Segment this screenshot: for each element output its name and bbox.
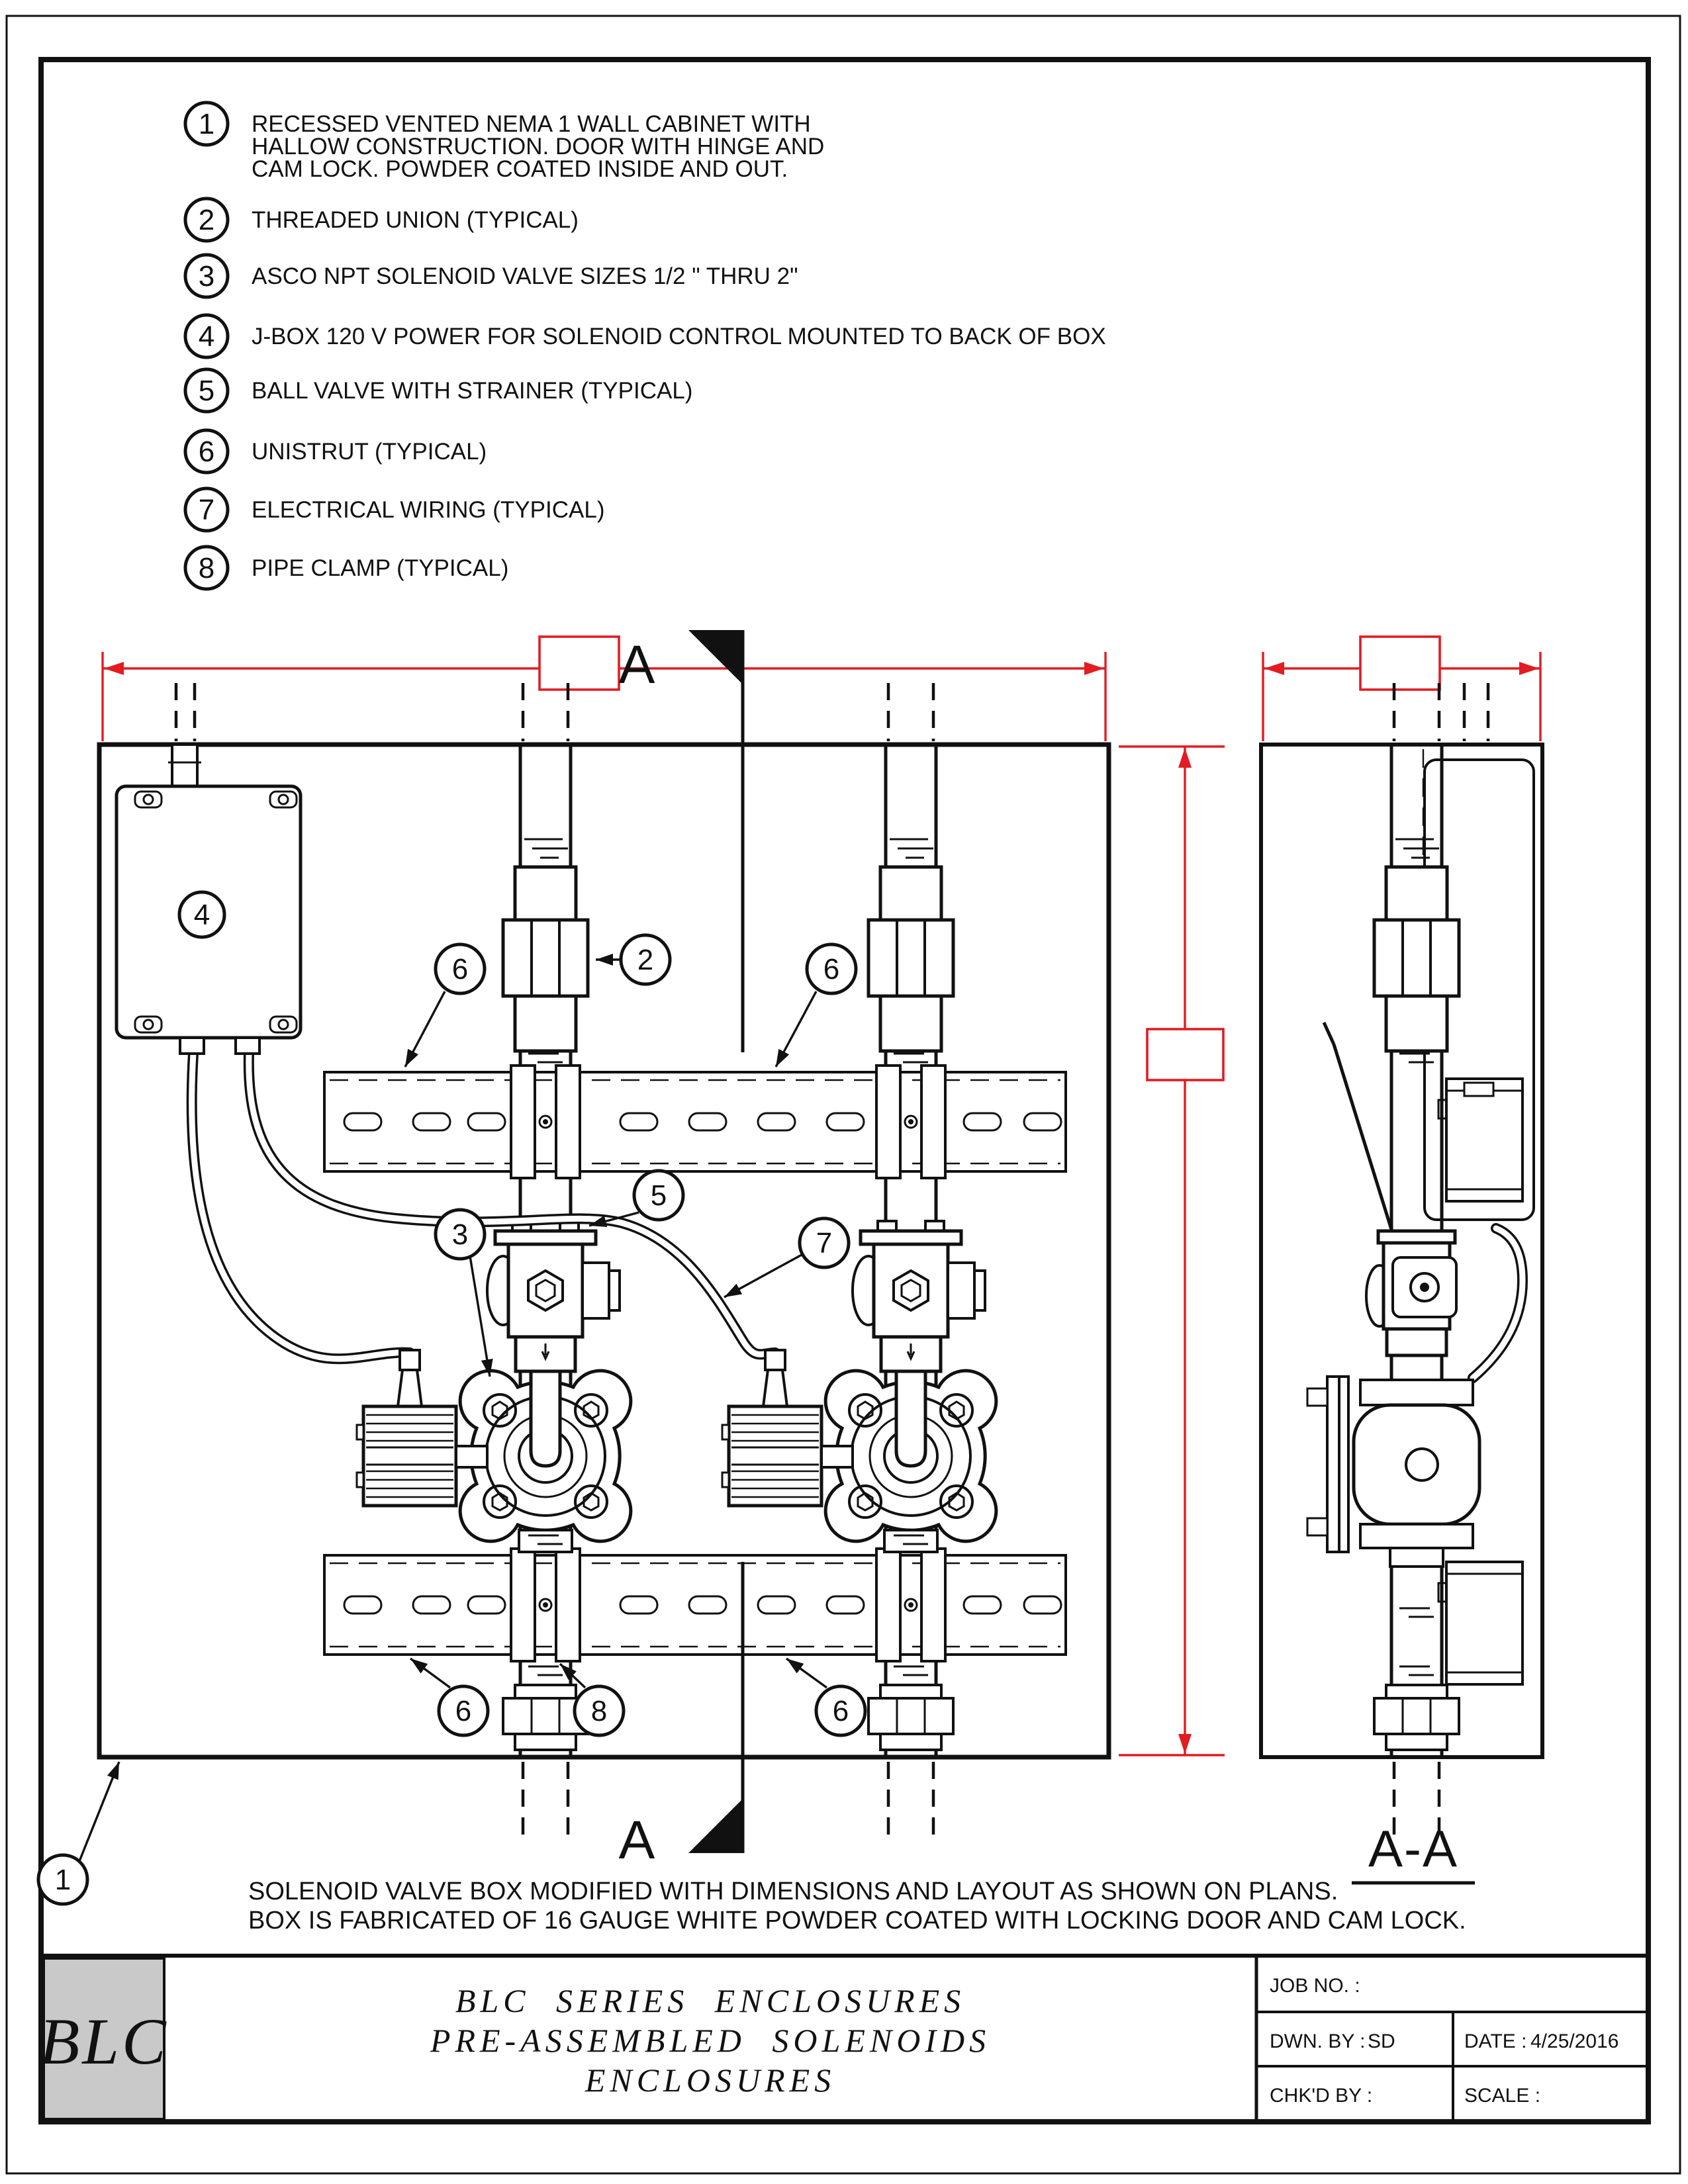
callout-6-lower-left bbox=[439, 1686, 488, 1735]
unistrut-side-lower bbox=[1438, 1562, 1523, 1684]
dimension-lines-side bbox=[1263, 637, 1540, 741]
note-item-3 bbox=[185, 255, 798, 297]
dimension-value-box bbox=[1147, 1029, 1223, 1080]
note-number: 8 bbox=[198, 552, 215, 584]
pipe-stubs-top-side bbox=[1394, 683, 1488, 741]
dimension-value-box bbox=[1360, 637, 1440, 690]
unistrut-rail-lower bbox=[324, 1555, 1066, 1655]
callout-6-upper-right bbox=[807, 944, 856, 993]
note-text: J-BOX 120 V POWER FOR SOLENOID CONTROL MOUNTED TO BACK OF BOX bbox=[252, 324, 1106, 349]
dimension-value-box bbox=[539, 637, 619, 690]
callout-number: 6 bbox=[455, 1695, 472, 1727]
footer-note-line2: BOX IS FABRICATED OF 16 GAUGE WHITE POWDER COATED WITH LOCKING DOOR AND CAM LOCK. bbox=[248, 1907, 1466, 1934]
callout-number: 2 bbox=[637, 944, 654, 976]
note-text: THREADED UNION (TYPICAL) bbox=[252, 207, 579, 233]
ball-valve bbox=[853, 1221, 985, 1371]
note-item-8 bbox=[185, 547, 508, 589]
valve-stem bbox=[896, 1371, 925, 1466]
note-number: 1 bbox=[198, 108, 215, 140]
pipe-stubs-top bbox=[523, 683, 933, 741]
callout-number: 7 bbox=[816, 1227, 833, 1259]
company-logo: BLC bbox=[39, 2005, 169, 2078]
notes-list bbox=[185, 103, 1106, 589]
section-letter-top: A bbox=[618, 635, 655, 695]
date-value: 4/25/2016 bbox=[1530, 2030, 1619, 2052]
section-view-aa bbox=[1261, 637, 1542, 1883]
note-item-1 bbox=[185, 103, 824, 182]
note-text: HALLOW CONSTRUCTION. DOOR WITH HINGE AND bbox=[252, 134, 825, 159]
note-item-7 bbox=[185, 488, 605, 531]
note-number: 5 bbox=[198, 375, 215, 407]
note-number: 7 bbox=[198, 494, 215, 526]
callout-6-upper-left bbox=[436, 944, 485, 993]
note-text: UNISTRUT (TYPICAL) bbox=[252, 439, 487, 465]
solenoid-coil bbox=[357, 1350, 487, 1506]
threaded-union bbox=[503, 867, 588, 1051]
flange-outlet-fitting bbox=[884, 1530, 937, 1552]
section-view-label: A-A bbox=[1368, 1819, 1459, 1878]
callout-3 bbox=[436, 1210, 485, 1259]
note-item-5 bbox=[185, 369, 692, 412]
callout-number: 4 bbox=[193, 899, 211, 931]
section-view-title bbox=[1352, 1819, 1475, 1883]
threaded-union-side bbox=[1374, 867, 1459, 1051]
note-text: RECESSED VENTED NEMA 1 WALL CABINET WITH bbox=[252, 111, 811, 137]
threaded-union-lower bbox=[868, 1685, 953, 1750]
note-number: 2 bbox=[198, 204, 215, 236]
callout-6-lower-right bbox=[816, 1686, 865, 1735]
threaded-union-lower-side bbox=[1374, 1685, 1459, 1750]
dwn-by-label: DWN. BY : bbox=[1270, 2030, 1366, 2052]
valve-stem bbox=[531, 1371, 560, 1466]
threaded-union bbox=[868, 867, 953, 1051]
note-item-6 bbox=[185, 430, 487, 473]
unistrut-side-upper bbox=[1438, 1079, 1523, 1201]
note-text: BALL VALVE WITH STRAINER (TYPICAL) bbox=[252, 378, 693, 404]
callout-4 bbox=[179, 892, 224, 937]
callout-5 bbox=[634, 1171, 683, 1220]
note-number: 4 bbox=[198, 320, 215, 353]
callout-8 bbox=[575, 1686, 624, 1735]
note-item-2 bbox=[185, 199, 579, 241]
callout-2 bbox=[621, 935, 670, 984]
title-block bbox=[39, 1956, 1648, 2122]
callout-number: 6 bbox=[823, 953, 840, 985]
scale-label: SCALE : bbox=[1464, 2085, 1541, 2107]
note-number: 6 bbox=[198, 435, 215, 468]
section-letter-bottom: A bbox=[618, 1810, 655, 1870]
date-label: DATE : bbox=[1464, 2030, 1527, 2052]
callout-number: 8 bbox=[590, 1695, 608, 1727]
solenoid-coil bbox=[722, 1350, 853, 1506]
callout-7 bbox=[800, 1218, 849, 1267]
ball-valve bbox=[487, 1221, 620, 1371]
note-text: ELECTRICAL WIRING (TYPICAL) bbox=[252, 497, 605, 523]
drawing-title-line3: ENCLOSURES bbox=[585, 2062, 836, 2099]
footer-notes bbox=[248, 1878, 1466, 1934]
callout-number: 5 bbox=[650, 1179, 667, 1212]
note-text: CAM LOCK. POWDER COATED INSIDE AND OUT. bbox=[252, 156, 788, 182]
drawing-title-line2: PRE-ASSEMBLED SOLENOIDS bbox=[430, 2022, 991, 2059]
dwn-by-value: SD bbox=[1368, 2030, 1395, 2052]
section-marker-top bbox=[619, 630, 743, 1052]
note-text: ASCO NPT SOLENOID VALVE SIZES 1/2 " THRU 2" bbox=[252, 263, 798, 289]
note-item-4 bbox=[185, 315, 1106, 357]
callout-1 bbox=[38, 1855, 87, 1904]
unistrut-rail-upper bbox=[324, 1072, 1066, 1171]
chkd-by-label: CHK'D BY : bbox=[1270, 2085, 1373, 2107]
callout-number: 1 bbox=[54, 1864, 71, 1896]
front-view bbox=[38, 630, 1225, 1904]
callout-number: 3 bbox=[451, 1218, 469, 1251]
callout-number: 6 bbox=[832, 1695, 849, 1727]
footer-note-line1: SOLENOID VALVE BOX MODIFIED WITH DIMENSIONS AND LAYOUT AS SHOWN ON PLANS. bbox=[248, 1878, 1338, 1905]
job-no-label: JOB NO. : bbox=[1270, 1975, 1360, 1997]
callout-number: 6 bbox=[451, 953, 469, 985]
flange-outlet-fitting bbox=[519, 1530, 572, 1552]
note-text: PIPE CLAMP (TYPICAL) bbox=[252, 555, 509, 581]
note-number: 3 bbox=[198, 260, 215, 293]
drawing-title-line1: BLC SERIES ENCLOSURES bbox=[455, 1982, 966, 2019]
conduit-stub-top bbox=[176, 683, 195, 741]
